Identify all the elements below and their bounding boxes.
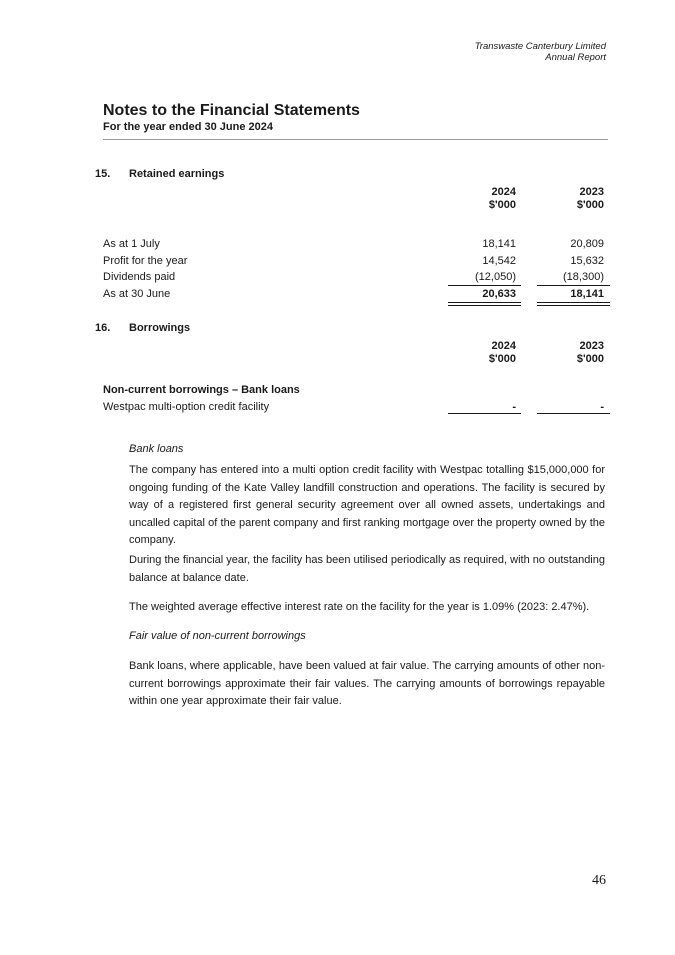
bank-loans-subheading: Non-current borrowings – Bank loans	[103, 384, 300, 396]
westpac-facility-label: Westpac multi-option credit facility	[103, 401, 270, 413]
total-rule-2023-b	[537, 305, 610, 306]
total-rule-2024-a	[448, 302, 521, 303]
row-profit-label: Profit for the year	[103, 255, 188, 267]
note16-col-2024-unit: $'000	[488, 353, 516, 365]
header-divider	[103, 139, 608, 140]
fair-value-heading: Fair value of non-current borrowings	[129, 630, 306, 642]
subtotal-rule-2023	[537, 285, 610, 286]
fair-value-paragraph: Bank loans, where applicable, have been valued at fair value. The carrying amounts of other non-current borrowings approximate their fair values. The carrying amounts of borrowings repayable within one year approximate their fair value.	[129, 660, 605, 707]
note15-col-2024-unit: $'000	[488, 199, 516, 211]
row-closing-balance-2023: 18,141	[570, 288, 604, 300]
row-opening-balance-2024: 18,141	[482, 238, 516, 250]
bank-loans-heading: Bank loans	[129, 443, 184, 455]
page-number: 46	[592, 873, 606, 888]
row-profit-2023: 15,632	[570, 255, 604, 267]
facility-description-paragraph: The company has entered into a multi option credit facility with Westpac totalling $15,000,000 for ongoing funding of the Kate Valley landfill construction and operations. The facility is secured by way of a registered first general security agreement over all owned assets, undertakings and uncalled capital of the parent company and first ranking mortgage over the property owned by the company.	[129, 464, 605, 546]
report-name: Annual Report	[545, 52, 606, 63]
facility-rule-2024	[448, 413, 521, 414]
facility-rule-2023	[537, 413, 610, 414]
row-dividends-2024: (12,050)	[475, 271, 516, 283]
row-opening-balance-2023: 20,809	[570, 238, 604, 250]
note15-col-2023: 2023	[579, 186, 604, 198]
row-closing-balance-2024: 20,633	[482, 288, 516, 300]
interest-rate-paragraph: The weighted average effective interest rate on the facility for the year is 1.09% (2023: 2.47%).	[129, 601, 590, 613]
note16-col-2023: 2023	[579, 340, 604, 352]
utilisation-paragraph: During the financial year, the facility has been utilised periodically as required, with no outstanding balance at balance date.	[129, 554, 605, 584]
row-dividends-label: Dividends paid	[103, 271, 176, 283]
note15-col-2023-unit: $'000	[576, 199, 604, 211]
page-title: Notes to the Financial Statements	[103, 102, 360, 119]
westpac-facility-2023: -	[600, 401, 604, 413]
total-rule-2023-a	[537, 302, 610, 303]
note16-col-2024: 2024	[491, 340, 516, 352]
note15-title: Retained earnings	[129, 168, 225, 180]
note15-col-2024: 2024	[491, 186, 516, 198]
row-opening-balance-label: As at 1 July	[103, 238, 160, 250]
note16-col-2023-unit: $'000	[576, 353, 604, 365]
row-closing-balance-label: As at 30 June	[103, 288, 171, 300]
total-rule-2024-b	[448, 305, 521, 306]
subtotal-rule-2024	[448, 285, 521, 286]
westpac-facility-2024: -	[512, 401, 516, 413]
row-profit-2024: 14,542	[482, 255, 516, 267]
note16-number: 16.	[95, 322, 111, 334]
note16-title: Borrowings	[129, 322, 191, 334]
row-dividends-2023: (18,300)	[563, 271, 604, 283]
note15-number: 15.	[95, 168, 111, 180]
company-name: Transwaste Canterbury Limited	[474, 41, 606, 52]
page-subtitle: For the year ended 30 June 2024	[103, 121, 273, 133]
